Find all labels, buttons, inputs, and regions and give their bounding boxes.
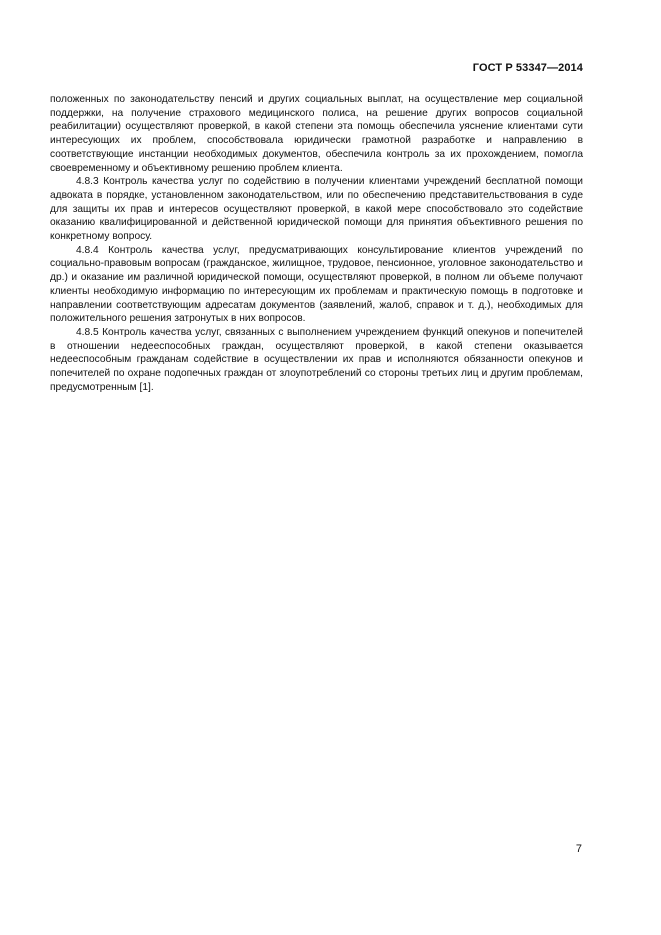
paragraph-4-8-5: 4.8.5 Контроль качества услуг, связанных с выполнением учреждением функций опекунов и попечителей в отношении недееспособных граждан, осуществляют проверкой, в какой степени оказывается недееспособным гражданам содействие в осуществлении их прав и исполняются обязанности опекунов и попечителей по охране подопечных граждан от злоупотреблений со стороны третьих лиц и другим проблемам, предусмотренным [1].: [50, 326, 583, 393]
document-body: [50, 93, 583, 394]
paragraph-continuation: положенных по законодательству пенсий и других социальных выплат, на осуществление мер социальной поддержки, на получение страхового медицинского полиса, на решение других вопросов социальной реабилитации) осуществляют проверкой, в какой степени эта помощь обеспечила уяснение клиентами сути интересующих их проблем, способствовала юридически грамотной разработке и направлению в соответствующие инстанции необходимых документов, обеспечила контроль за их прохождением, помогла своевременному и объективному решению проблем клиента.: [50, 94, 583, 174]
paragraph-4-8-4: 4.8.4 Контроль качества услуг, предусматривающих консультирование клиентов учреждений по социально-правовым вопросам (гражданское, жилищное, трудовое, пенсионное, уголовное законодательство и др.) и оказание им различной юридической помощи, осуществляют проверкой, в полном ли объеме получают клиенты необходимую информацию по интересующим их проблемам и практическую помощь в подготовке и направлении соответствующим адресатам документов (заявлений, жалоб, справок и т. д.), необходимых для положительного решения затронутых в них вопросов.: [50, 244, 583, 325]
page-number: 7: [575, 843, 582, 855]
paragraph-4-8-3: 4.8.3 Контроль качества услуг по содействию в получении клиентами учреждений бесплатной помощи адвоката в порядке, установленном законодательством, или по обеспечению представительствования в суде для защиты их прав и интересов осуществляют проверкой, в какой мере способствовало это содействие оказанию квалифицированной и действенной юридической помощи для принятия объективного решения по конкретному вопросу.: [50, 176, 583, 243]
document-code-header: ГОСТ Р 53347—2014: [472, 62, 583, 74]
